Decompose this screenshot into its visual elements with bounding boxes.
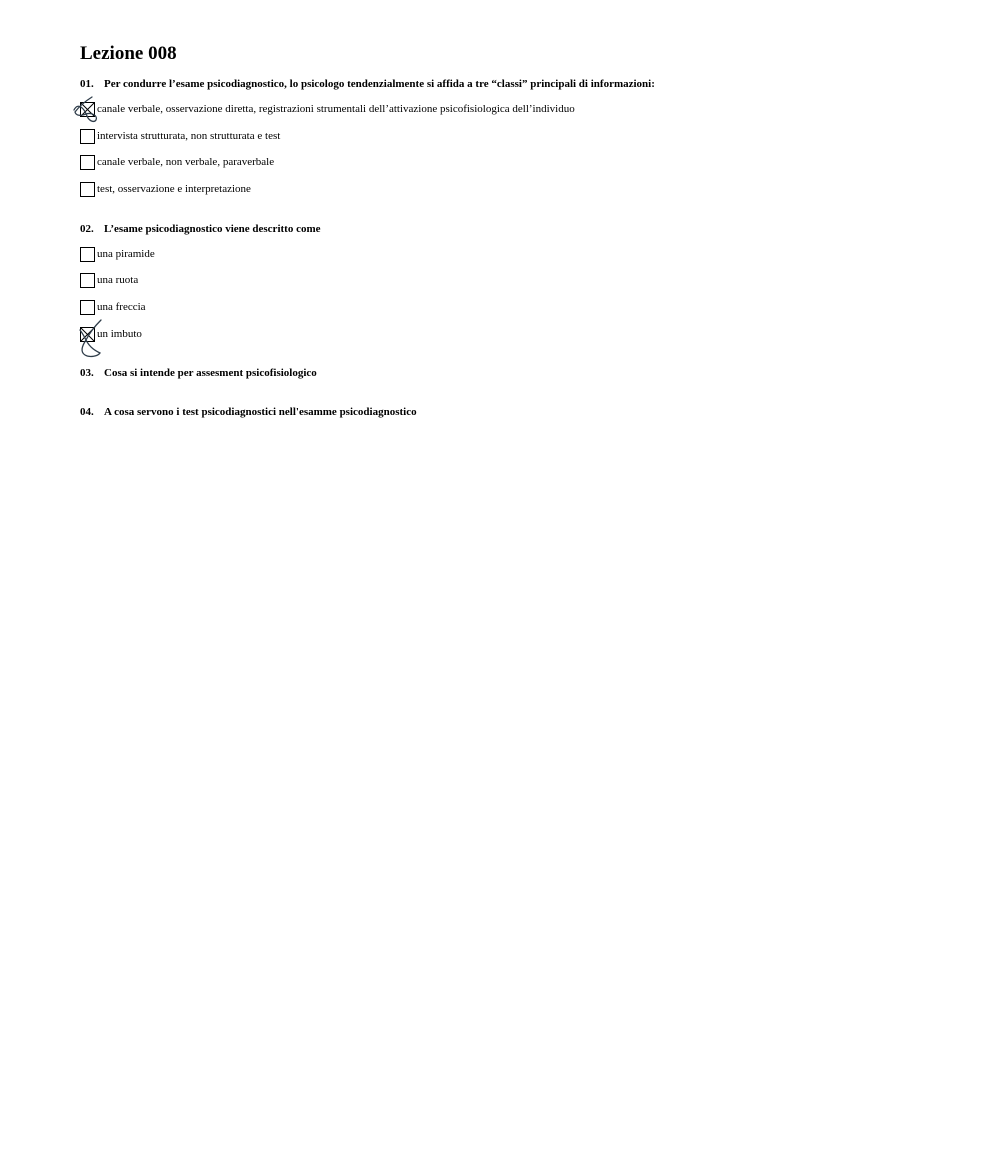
- checkbox-icon[interactable]: [80, 182, 95, 197]
- question-03: [80, 366, 317, 380]
- checkbox-icon[interactable]: [80, 102, 95, 117]
- option-label: intervista strutturata, non strutturata e test: [97, 130, 281, 142]
- checkbox-icon[interactable]: [80, 273, 95, 288]
- page-title: Lezione 008: [80, 43, 177, 64]
- option-label: canale verbale, osservazione diretta, registrazioni strumentali dell’attivazione psicofisiologica dell’individuo: [97, 103, 575, 115]
- question-04: [80, 405, 417, 419]
- option-label: una freccia: [97, 301, 146, 313]
- checkbox-icon[interactable]: [80, 129, 95, 144]
- x-mark-icon: [81, 103, 94, 116]
- checkbox-icon[interactable]: [80, 247, 95, 262]
- question-text: A cosa servono i test psicodiagnostici nell'esamme psicodiagnostico: [104, 406, 417, 418]
- question-01: [80, 77, 655, 91]
- question-number: 02.: [80, 223, 94, 235]
- question-number: 03.: [80, 367, 94, 379]
- checkbox-icon[interactable]: [80, 300, 95, 315]
- option-label: una piramide: [97, 248, 155, 260]
- question-02: [80, 222, 321, 236]
- question-number: 01.: [80, 78, 94, 90]
- x-mark-icon: [81, 328, 94, 341]
- question-text: L’esame psicodiagnostico viene descritto come: [104, 223, 321, 235]
- option-label: test, osservazione e interpretazione: [97, 183, 251, 195]
- checkbox-icon[interactable]: [80, 155, 95, 170]
- checkbox-icon[interactable]: [80, 327, 95, 342]
- option-label: canale verbale, non verbale, paraverbale: [97, 156, 275, 168]
- option-label: una ruota: [97, 274, 139, 286]
- question-text: Cosa si intende per assesment psicofisiologico: [104, 367, 317, 379]
- question-text: Per condurre l’esame psicodiagnostico, lo psicologo tendenzialmente si affida a tre “classi” principali di informazioni:: [104, 78, 655, 90]
- option-label: un imbuto: [97, 328, 142, 340]
- question-number: 04.: [80, 406, 94, 418]
